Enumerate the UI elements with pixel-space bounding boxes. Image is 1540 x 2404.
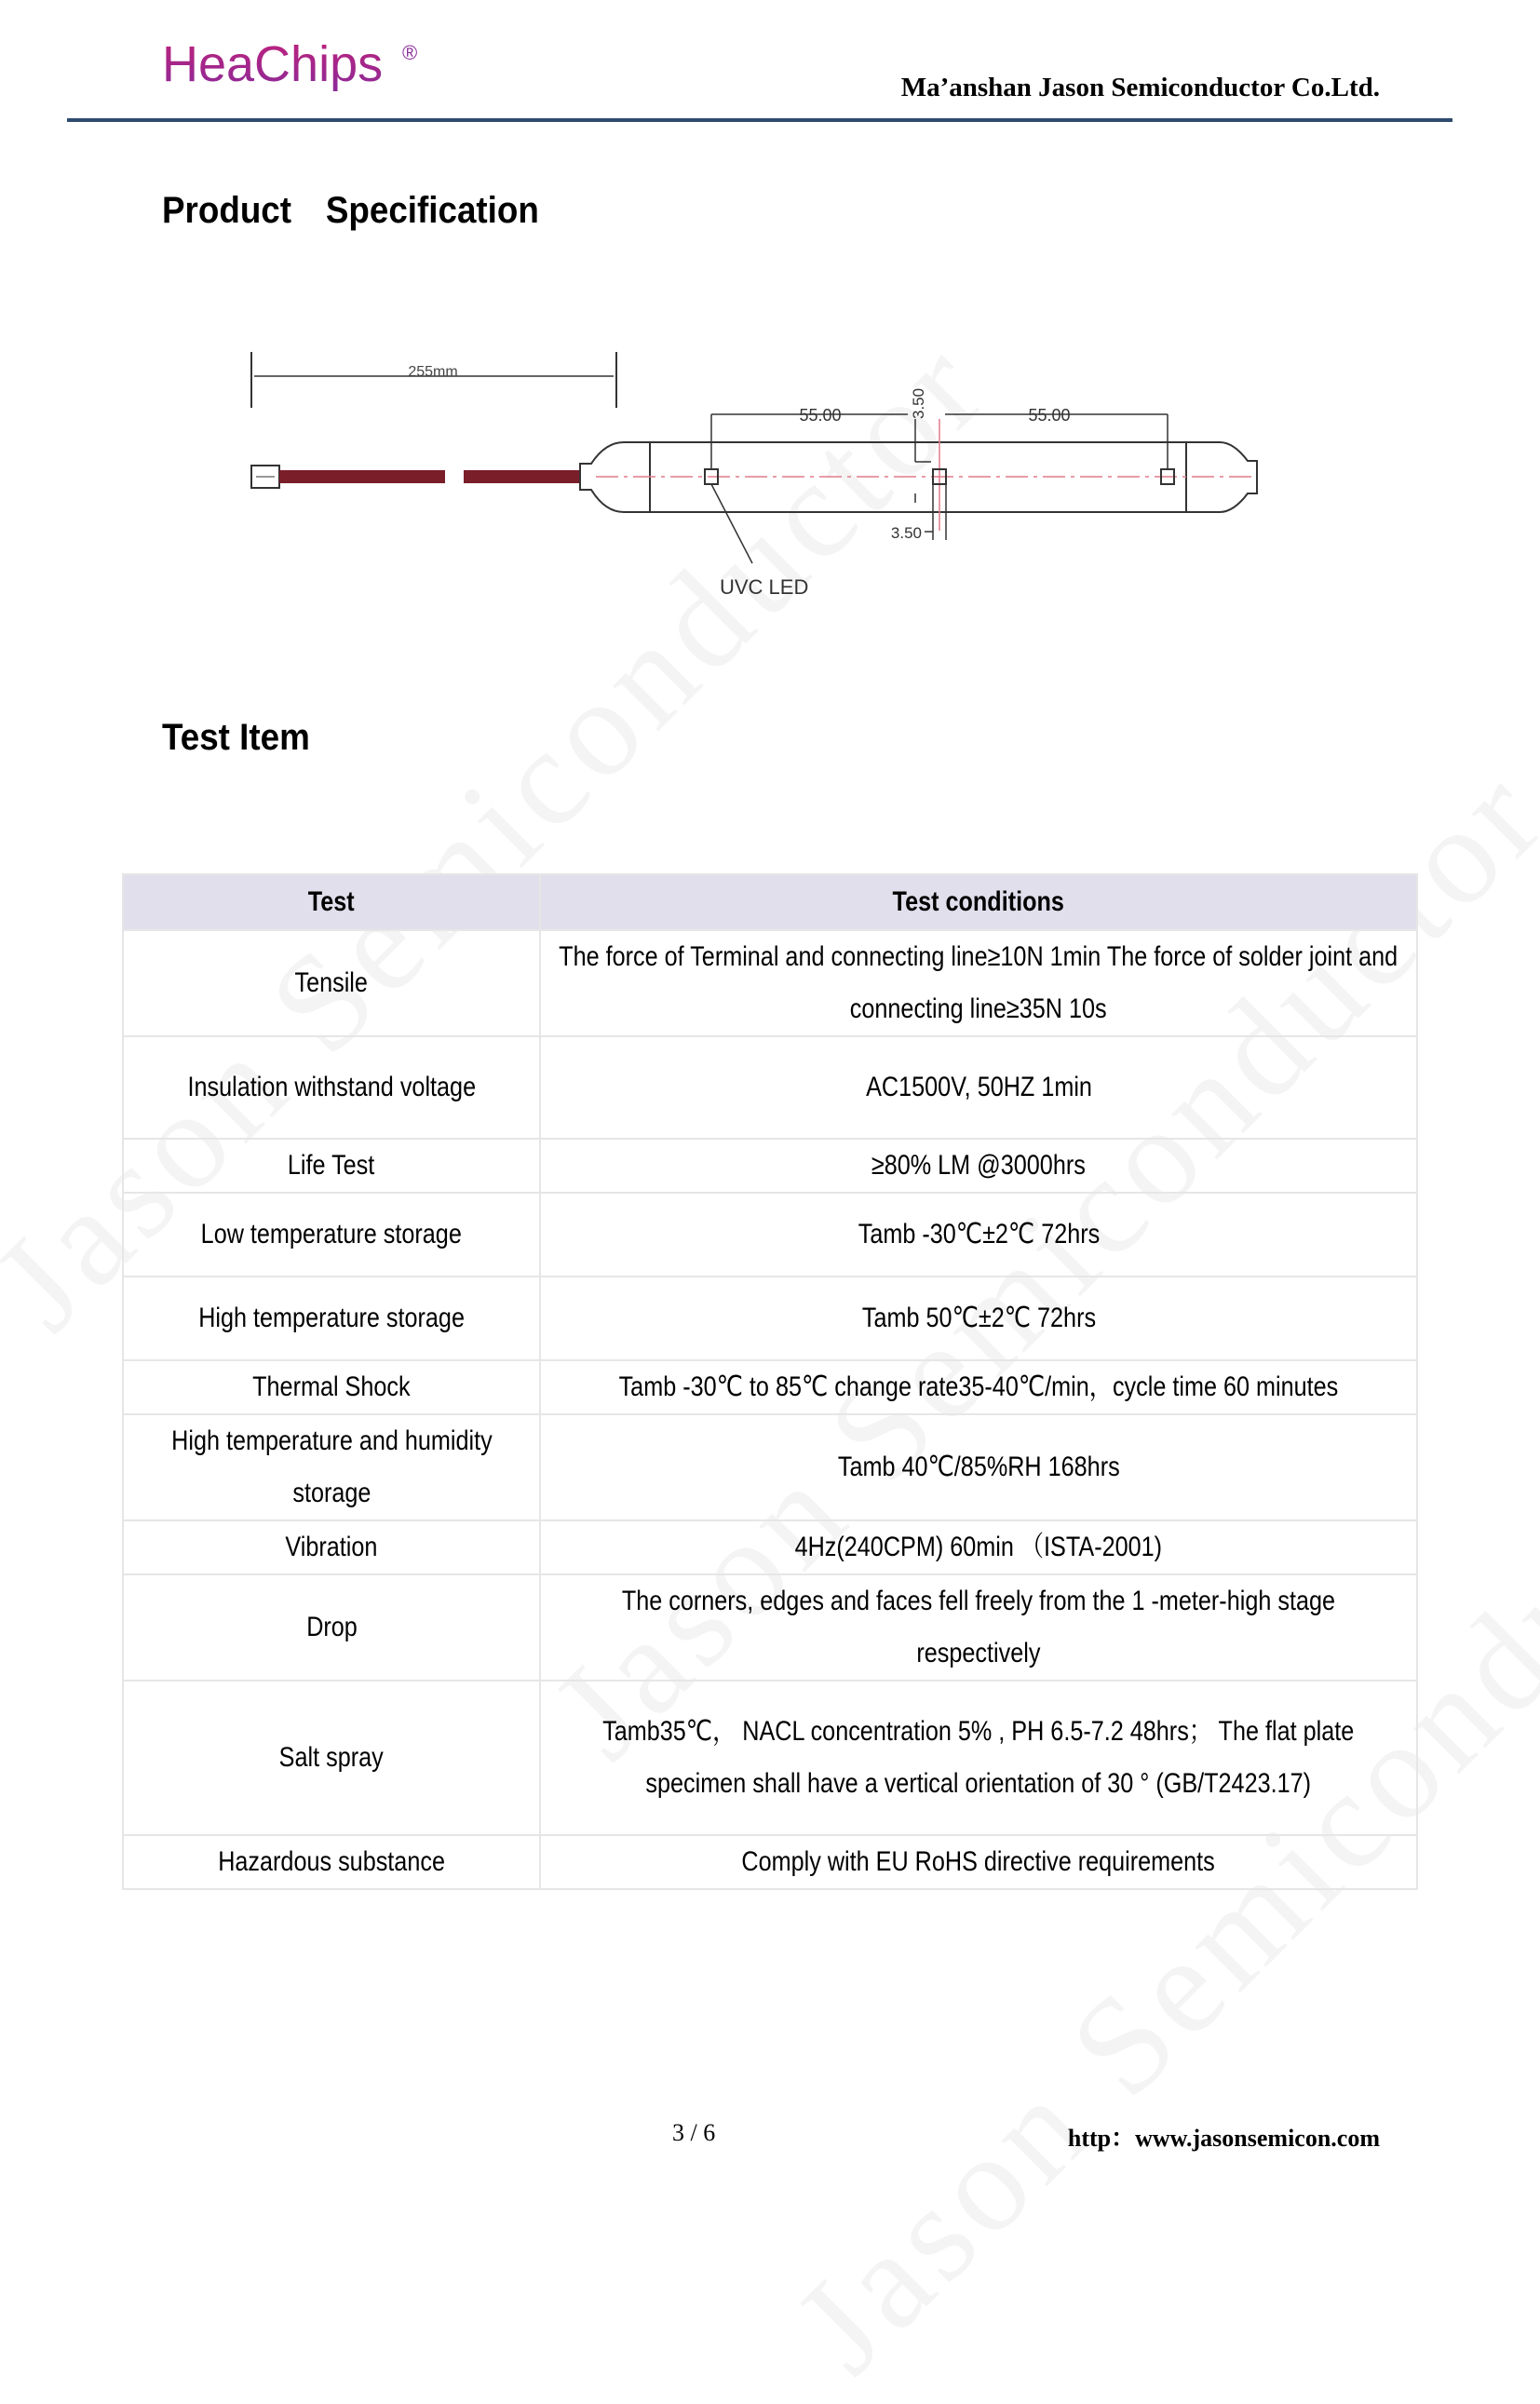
test-name: Insulation withstand voltage	[123, 1036, 540, 1139]
product-spec-title	[162, 190, 539, 232]
test-name: High temperature and humidity storage	[123, 1414, 540, 1520]
test-condition: AC1500V, 50HZ 1min	[540, 1036, 1417, 1139]
table-row	[123, 1276, 1417, 1360]
table-row	[123, 1835, 1417, 1889]
page-number: 3 / 6	[672, 2119, 716, 2146]
table-row	[123, 1036, 1417, 1139]
test-condition: Tamb -30℃ to 85℃ change rate35-40℃/min，cycle time 60 minutes	[540, 1360, 1417, 1414]
test-name: Tensile	[123, 930, 540, 1036]
test-name: Hazardous substance	[123, 1835, 540, 1889]
cable-length-label: 255mm	[408, 364, 458, 380]
test-condition: Tamb -30℃±2℃ 72hrs	[540, 1193, 1417, 1276]
test-condition: 4Hz(240CPM) 60min （ISTA-2001)	[540, 1520, 1417, 1574]
column-header-test: Test	[123, 874, 540, 930]
test-condition: Comply with EU RoHS directive requirements	[540, 1835, 1417, 1889]
table-row	[123, 1574, 1417, 1681]
test-condition: Tamb 40℃/85%RH 168hrs	[540, 1414, 1417, 1520]
column-header-conditions: Test conditions	[540, 874, 1417, 930]
test-name: Salt spray	[123, 1681, 540, 1835]
table-header-row	[123, 874, 1417, 930]
product-drawing	[237, 344, 1336, 615]
website-link[interactable]: http：www.jasonsemicon.com	[1067, 2125, 1380, 2152]
test-condition: Tamb 50℃±2℃ 72hrs	[540, 1276, 1417, 1360]
test-condition: ≥80% LM @3000hrs	[540, 1139, 1417, 1193]
led-spacing-right: 55.00	[1028, 406, 1071, 425]
test-name: Drop	[123, 1574, 540, 1681]
led-spacing-left: 55.00	[799, 406, 842, 425]
test-condition: Tamb35℃， NACL concentration 5% , PH 6.5-7.2 48hrs； The flat plate specimen shall have a vertical orientation of 30 ° (GB/T2423.17)	[540, 1681, 1417, 1835]
header-divider	[67, 118, 1452, 122]
offset-vertical-label: 3.50	[910, 387, 927, 419]
test-item-title: Test Item	[162, 717, 310, 758]
uvc-led-callout: UVC LED	[720, 575, 809, 599]
offset-horizontal-label: 3.50	[890, 524, 922, 542]
table-row	[123, 1360, 1417, 1414]
test-name: Low temperature storage	[123, 1193, 540, 1276]
table-row	[123, 1681, 1417, 1835]
test-name: High temperature storage	[123, 1276, 540, 1360]
heachips-logo: HeaChips	[162, 36, 384, 92]
test-name: Vibration	[123, 1520, 540, 1574]
title-word: Specification	[325, 190, 539, 231]
test-name: Life Test	[123, 1139, 540, 1193]
registered-mark-icon: ®	[402, 41, 418, 64]
table-row	[123, 1139, 1417, 1193]
company-name: Ma’anshan Jason Semiconductor Co.Ltd.	[900, 73, 1380, 102]
table-row	[123, 1193, 1417, 1276]
test-condition: The corners, edges and faces fell freely from the 1 -meter-high stage respectively	[540, 1574, 1417, 1681]
table-row	[123, 1520, 1417, 1574]
table-row	[123, 930, 1417, 1036]
test-item-table	[122, 873, 1418, 1890]
table-row	[123, 1414, 1417, 1520]
test-name: Thermal Shock	[123, 1360, 540, 1414]
test-condition: The force of Terminal and connecting line≥10N 1min The force of solder joint and connecting line≥35N 10s	[540, 930, 1417, 1036]
title-word: Product	[162, 190, 292, 231]
